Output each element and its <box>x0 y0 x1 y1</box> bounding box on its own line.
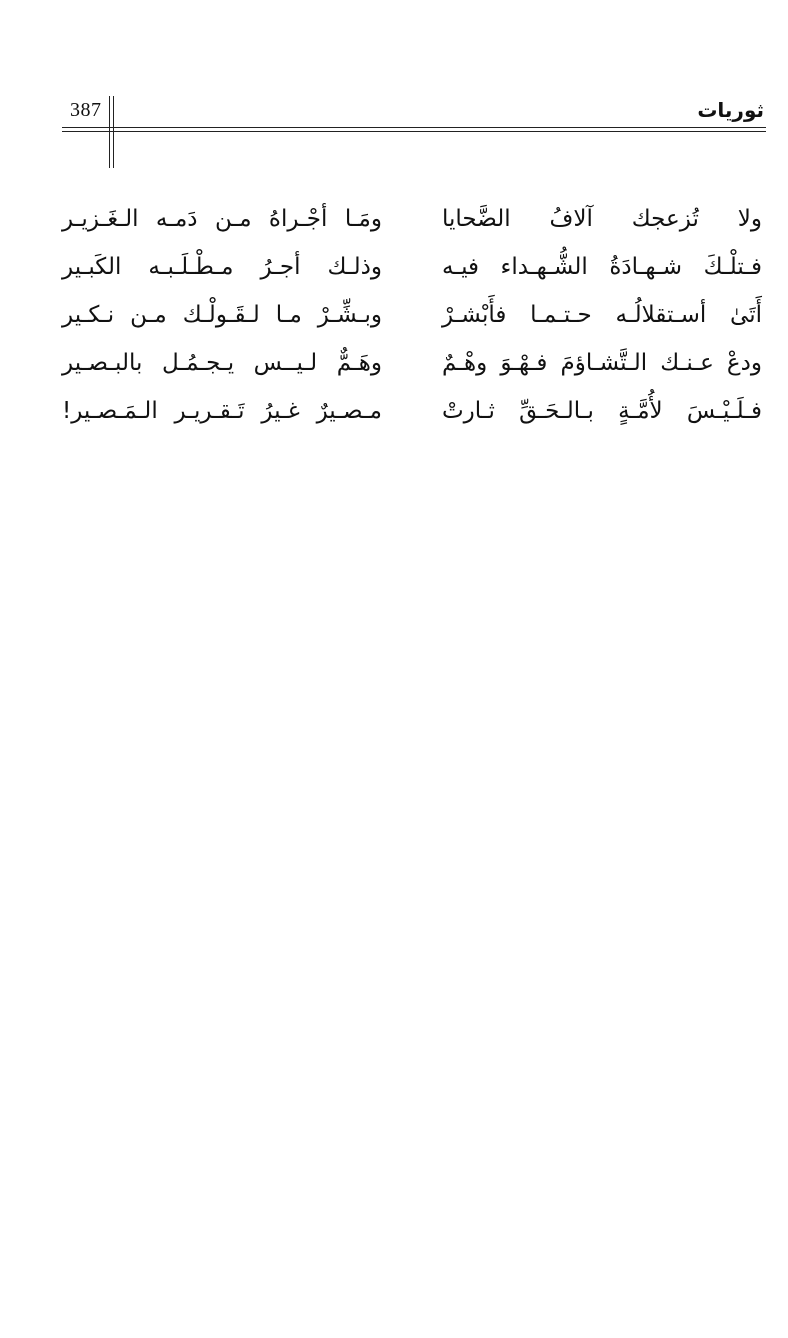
verse <box>62 292 762 340</box>
header-rule-bottom <box>62 131 766 132</box>
header-rule-top <box>62 127 766 128</box>
page-number: 387 <box>70 99 102 121</box>
verse <box>62 244 762 292</box>
verse-second-hemistich: وذلـك أجـرُ مـطْـلَـبـه الكَبـير <box>62 254 382 281</box>
verse <box>62 340 762 388</box>
page-header <box>62 92 764 132</box>
verse-first-hemistich: ودعْ عـنـك الـتَّشـاؤمَ فـهْـوَ وهْـمٌ <box>442 350 762 377</box>
header-vertical-rule-right <box>113 96 114 168</box>
verse-first-hemistich: ولا تُزعجك آلافُ الضَّحايا <box>442 206 762 233</box>
verse-first-hemistich: أَتَىٰ أسـتقلالُـه حـتـمـا فأَبْشـرْ <box>442 302 762 329</box>
verse-second-hemistich: ومَـا أجْـراهُ مـن دَمـه الـغَـزيـر <box>62 206 382 233</box>
verse-second-hemistich: وبـشِّـرْ مـا لـقَـولْـك مـن نـكـير <box>62 302 382 329</box>
running-title: ثوريات <box>697 98 764 122</box>
header-vertical-rule-left <box>109 96 110 168</box>
verse-first-hemistich: فـتلْـكَ شـهـادَةُ الشُّـهـداء فيـه <box>442 254 762 281</box>
verse-second-hemistich: مـصـيرٌ غـيرُ تَـقـريـر الـمَـصـير! <box>62 398 382 425</box>
verse-first-hemistich: فـلَـيْـسَ لأُمَّـةٍ بـالـحَـقِّ ثـارتْ <box>442 398 762 425</box>
verse-second-hemistich: وهَـمٌّ لـيــس يـجـمُـل بالبـصـير <box>62 350 382 377</box>
verse <box>62 196 762 244</box>
poem <box>62 196 762 436</box>
verse <box>62 388 762 436</box>
